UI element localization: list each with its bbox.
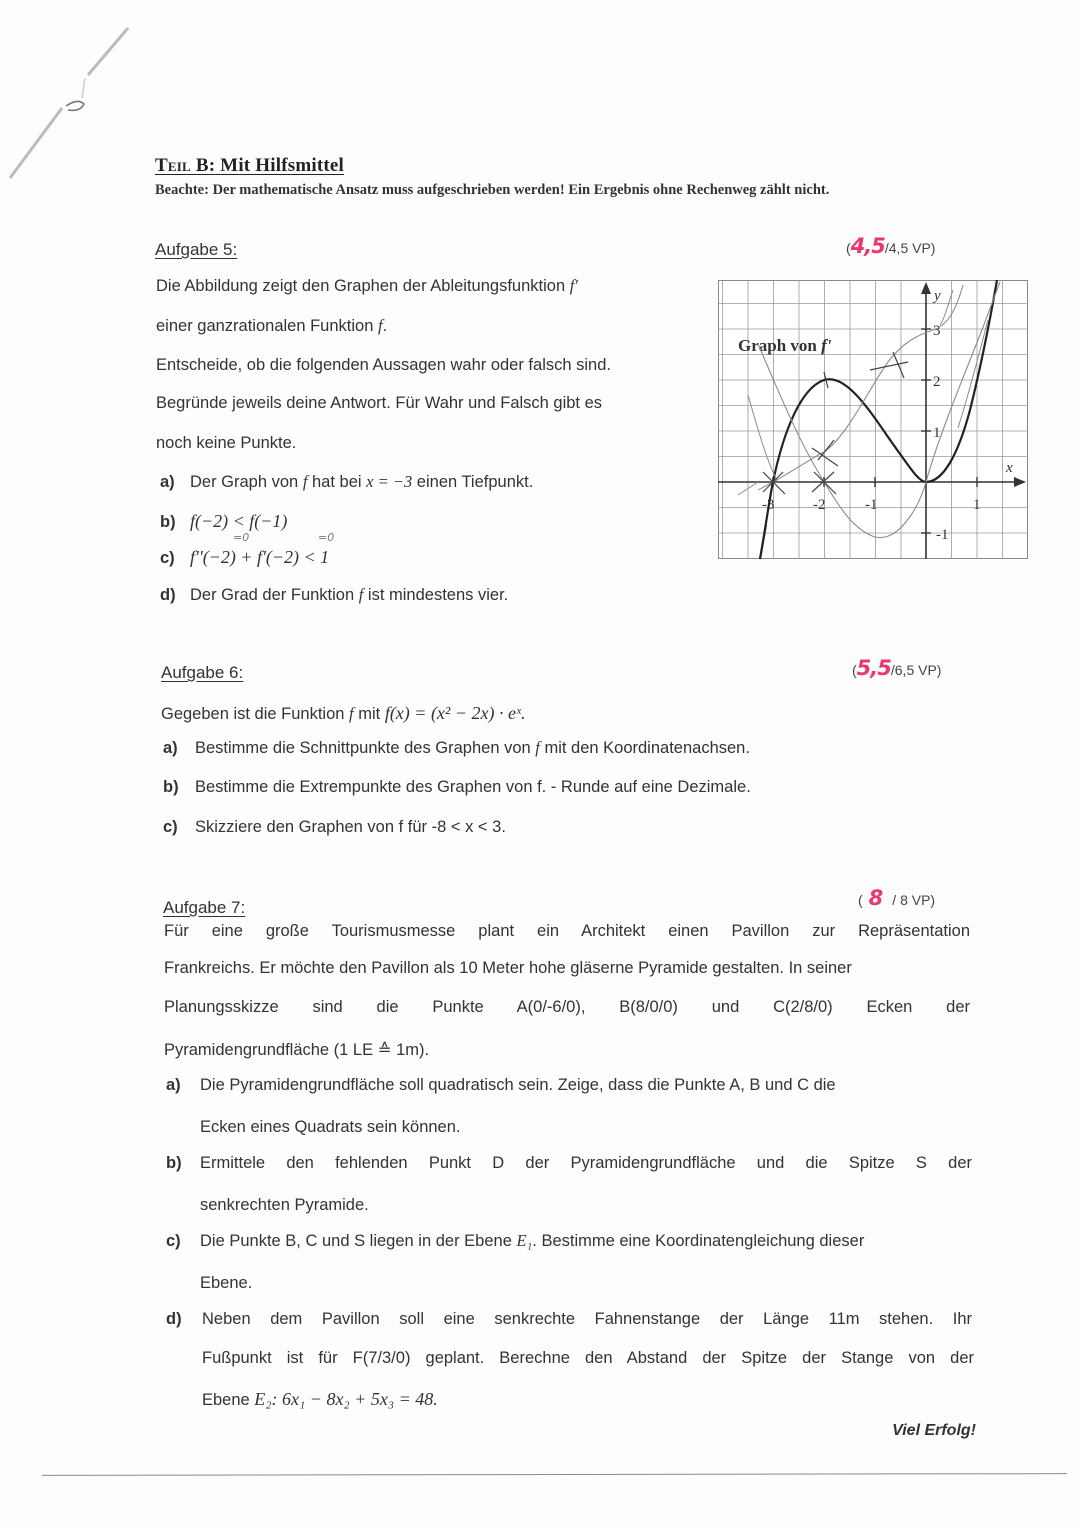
task6-score-achieved: 5,5 <box>856 656 891 680</box>
text: Bestimme die Schnittpunkte des Graphen von <box>195 739 536 757</box>
task7-item-c-line2: Ebene. <box>200 1274 253 1292</box>
text: . Bestimme eine Koordinatengleichung dieser <box>532 1232 865 1250</box>
task7-intro-line2: Frankreichs. Er möchte den Pavillon als 10 Meter hohe gläserne Pyramide gestalten. In seiner <box>164 959 852 977</box>
section-title <box>155 155 344 177</box>
bottom-divider <box>42 1473 1067 1476</box>
task7-item-a <box>166 1075 836 1095</box>
text: Die Pyramidengrundfläche soll quadratisch sein. Zeige, dass die Punkte A, B und C die <box>200 1076 836 1094</box>
math: x = −3 <box>366 472 413 491</box>
item-label: c) <box>166 1232 181 1250</box>
task7-item-d-line2: Fußpunkt ist für F(7/3/0) geplant. Berechne den Abstand der Spitze der Stange von der <box>202 1349 974 1367</box>
item-label: a) <box>166 1076 181 1094</box>
task7-item-b <box>166 1153 972 1173</box>
task5-item-a <box>160 472 533 492</box>
task5-intro-line3: Entscheide, ob die folgenden Aussagen wahr oder falsch sind. <box>156 356 611 374</box>
score-paren: ( <box>852 662 857 678</box>
task5-item-b <box>160 511 287 532</box>
text: Die Punkte B, C und S liegen in der Ebene <box>200 1232 517 1250</box>
task6-heading: Aufgabe 6: <box>161 663 244 682</box>
task7-item-d-line3 <box>202 1389 438 1410</box>
x-axis-label: x <box>1006 460 1013 476</box>
svg-text:1: 1 <box>933 425 941 441</box>
text: . <box>382 317 388 335</box>
task5-score-max: /4,5 VP) <box>884 240 936 256</box>
text: Ermittele den fehlenden Punkt D der Pyramidengrundfläche und die Spitze S der <box>200 1154 972 1172</box>
svg-text:-1: -1 <box>936 527 949 543</box>
text: Der Graph von <box>190 473 303 491</box>
section-title-prefix: Teil B: <box>155 155 216 176</box>
item-label: c) <box>160 549 175 567</box>
task7-item-a-line2: Ecken eines Quadrats sein können. <box>200 1118 461 1136</box>
math-f-prime: f' <box>569 276 578 295</box>
text: Die Abbildung zeigt den Graphen der Ableitungsfunktion <box>156 277 570 295</box>
task7-score-max: / 8 VP) <box>892 892 936 908</box>
item-label: a) <box>163 739 178 757</box>
y-axis-label: y <box>934 288 941 304</box>
task5-intro-line5: noch keine Punkte. <box>156 434 297 452</box>
task6-score-max: /6,5 VP) <box>890 662 942 678</box>
task6-intro <box>161 703 526 724</box>
task5-item-c <box>160 547 329 568</box>
svg-text:2: 2 <box>933 374 941 390</box>
svg-text:Graph von f': Graph von f' <box>738 336 832 355</box>
pencil-note: =0 <box>318 531 335 544</box>
item-label: c) <box>163 818 178 836</box>
task6-item-b <box>163 777 751 797</box>
task7-item-c <box>166 1231 864 1251</box>
scan-edge-mark <box>0 0 180 200</box>
math-f: f <box>377 316 383 335</box>
task5-score <box>846 234 935 258</box>
text: Gegeben ist die Funktion <box>161 705 350 723</box>
task5-item-d <box>160 585 508 605</box>
math-plane-equation: E₂: 6x₁ − 8x₂ + 5x₃ = 48. <box>254 1389 438 1409</box>
text: Ebene <box>202 1391 255 1409</box>
svg-text:3: 3 <box>933 323 941 339</box>
svg-text:1: 1 <box>973 497 981 513</box>
item-label: b) <box>166 1154 182 1172</box>
math: f''(−2) + f'(−2) < 1 <box>190 547 330 567</box>
task7-intro-line1: Für eine große Tourismusmesse plant ein Architekt einen Pavillon zur Repräsentation <box>164 922 970 940</box>
item-label: d) <box>160 586 176 604</box>
score-paren: ( <box>846 240 851 256</box>
item-label: d) <box>166 1310 182 1328</box>
task5-intro-line1 <box>156 276 578 296</box>
task7-intro-line3: Planungsskizze sind die Punkte A(0/-6/0), B(8/0/0) und C(2/8/0) Ecken der <box>164 998 970 1016</box>
item-label: a) <box>160 473 175 491</box>
text: Skizziere den Graphen von f für -8 < x < 3. <box>195 818 506 836</box>
task5-intro-line2 <box>156 316 387 336</box>
math: f <box>535 738 540 757</box>
instruction-hint: Beachte: Der mathematische Ansatz muss aufgeschrieben werden! Ein Ergebnis ohne Rechenweg zählt nicht. <box>155 182 830 198</box>
task7-item-b-line2: senkrechten Pyramide. <box>200 1196 369 1214</box>
task7-score <box>858 886 935 910</box>
task5-intro-line4: Begründe jeweils deine Antwort. Für Wahr und Falsch gibt es <box>156 394 603 412</box>
svg-text:-3: -3 <box>762 497 775 513</box>
text: mit den Koordinatenachsen. <box>539 739 750 757</box>
score-paren: ( <box>858 892 863 908</box>
text: hat bei <box>307 473 367 491</box>
math-formula: f(x) = (x² − 2x) · eˣ. <box>384 703 526 723</box>
task5-score-achieved: 4,5 <box>850 234 885 258</box>
task6-item-c <box>163 817 506 837</box>
task6-score <box>852 656 941 680</box>
math: f(−2) < f(−1) <box>190 511 288 531</box>
math: E₁ <box>516 1231 533 1250</box>
text: einen Tiefpunkt. <box>412 473 534 491</box>
text: mit <box>353 705 385 723</box>
math: f <box>302 472 308 491</box>
task7-intro-line4: Pyramidengrundfläche (1 LE ≙ 1m). <box>164 1041 430 1059</box>
task7-item-d <box>166 1309 972 1329</box>
math: f <box>349 704 354 723</box>
svg-text:-1: -1 <box>865 497 878 513</box>
derivative-graph <box>718 280 1028 560</box>
task5-heading: Aufgabe 5: <box>155 240 238 259</box>
item-label: b) <box>160 513 176 531</box>
item-label: b) <box>163 778 179 796</box>
svg-text:-2: -2 <box>813 497 826 513</box>
text: Bestimme die Extrempunkte des Graphen von f. - Runde auf eine Dezimale. <box>195 778 751 796</box>
pencil-note: =0 <box>233 531 250 544</box>
task7-score-achieved: 8 <box>868 886 883 910</box>
task6-item-a <box>163 738 750 758</box>
task7-heading: Aufgabe 7: <box>163 898 246 917</box>
text: einer ganzrationalen Funktion <box>156 317 378 335</box>
text: Neben dem Pavillon soll eine senkrechte Fahnenstange der Länge 11m stehen. Ihr <box>202 1310 972 1328</box>
math: f <box>358 585 364 604</box>
closing-text: Viel Erfolg! <box>892 1422 976 1439</box>
text: Der Grad der Funktion <box>190 586 359 604</box>
section-title-rest: Mit Hilfsmittel <box>215 155 345 176</box>
text: ist mindestens vier. <box>363 586 509 604</box>
